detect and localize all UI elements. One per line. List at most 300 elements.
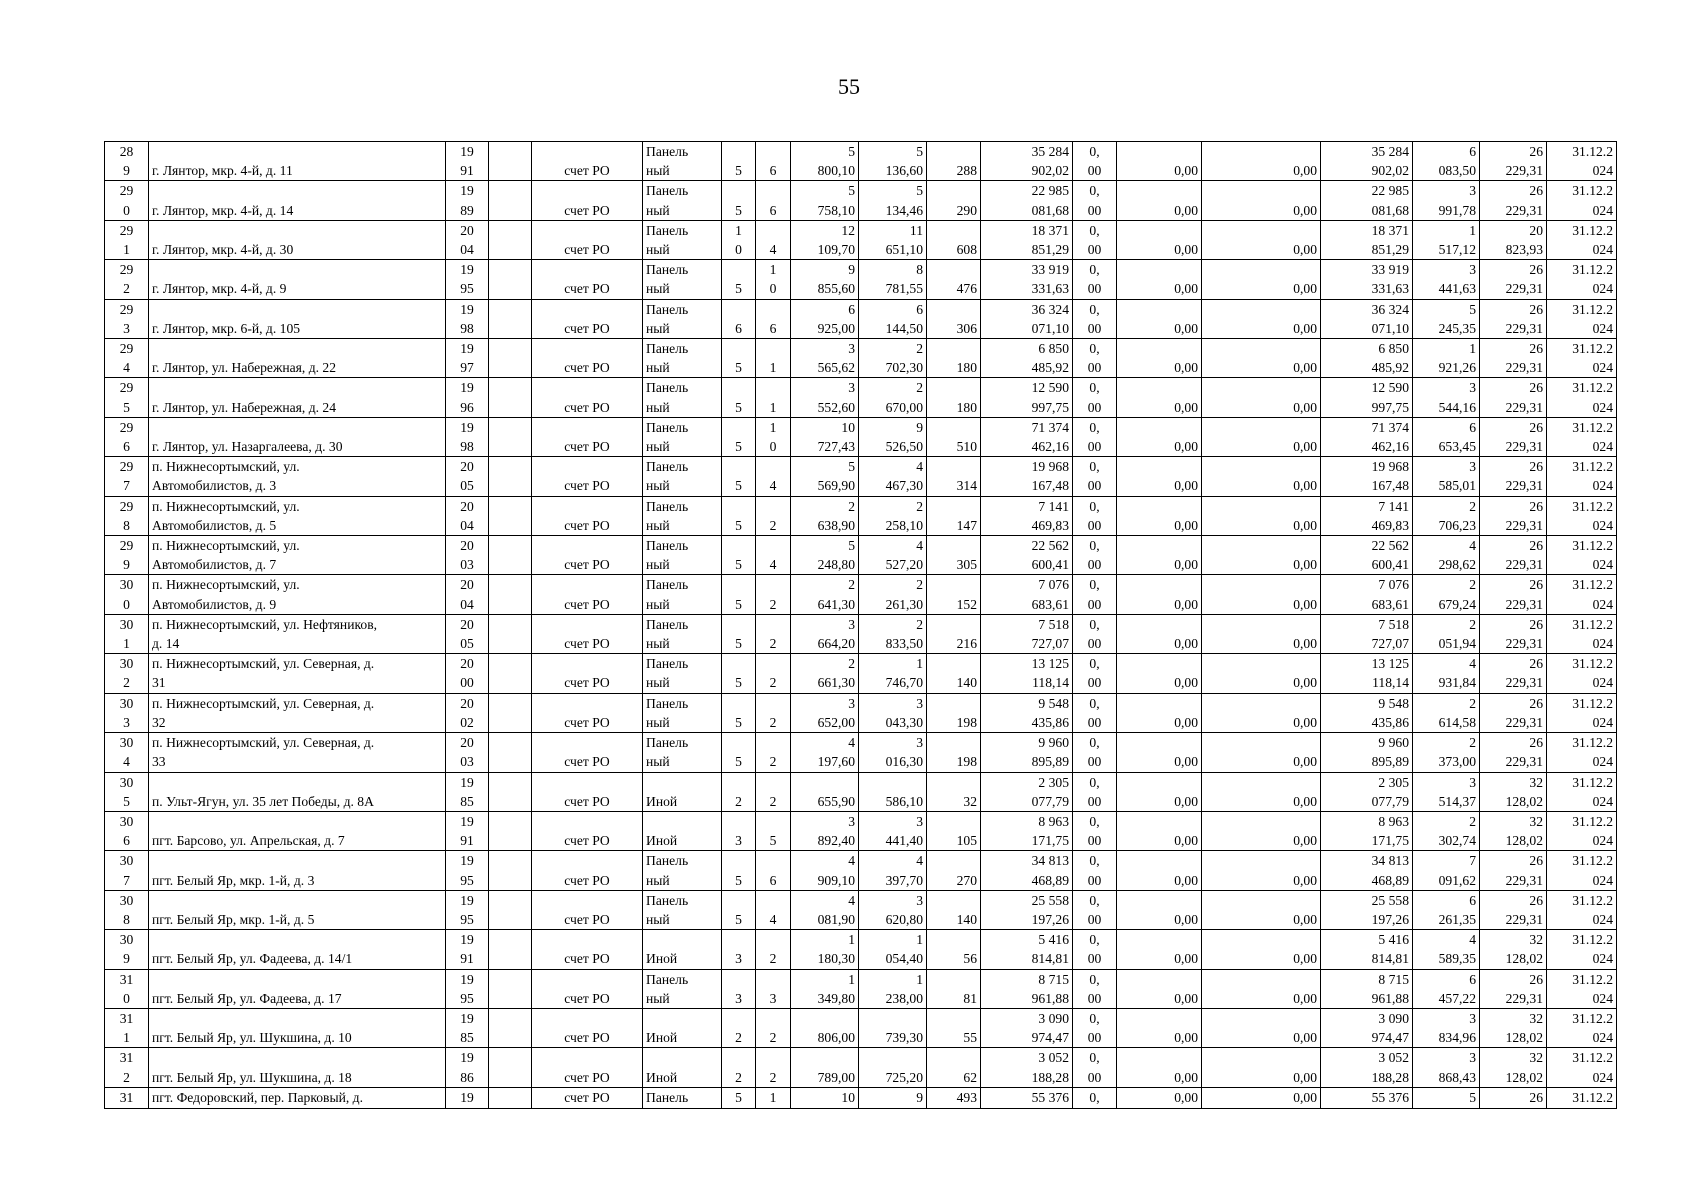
table-row [105,1048,1617,1087]
deadline-cell: 31.12.2 024 [1547,181,1617,220]
empty-cell-cell [489,614,532,653]
regional-funds-cell: 0,00 [1117,536,1202,575]
year-built-cell: 19 86 [446,1048,489,1087]
limit-cost-cell: 26 229,31 [1480,142,1547,181]
row-number-cell: 29 7 [105,457,149,496]
address-cell: п. Нижнесортымский, ул. Автомобилистов, д. 5 [149,496,446,535]
row-number-cell: 29 4 [105,339,149,378]
deadline-cell: 31.12.2 024 [1547,220,1617,259]
total-area-cell: 806,00 [791,1008,859,1047]
residents-cell: 105 [927,811,981,850]
limit-cost-cell: 26 229,31 [1480,181,1547,220]
federal-funds-cell: 0, 00 [1073,811,1117,850]
table-row [105,890,1617,929]
floors-cell: 5 [722,654,756,693]
limit-cost-cell: 26 229,31 [1480,654,1547,693]
regional-funds-cell: 0,00 [1117,811,1202,850]
total-cost-cell: 35 284 902,02 [981,142,1073,181]
floors-cell: 5 [722,457,756,496]
address-cell: г. Лянтор, ул. Набережная, д. 24 [149,378,446,417]
total-cost-cell: 36 324 071,10 [981,299,1073,338]
residents-cell: 62 [927,1048,981,1087]
year-built-cell: 19 96 [446,378,489,417]
municipal-funds-cell: 0,00 [1202,1008,1321,1047]
regional-funds-cell: 0,00 [1117,575,1202,614]
cost-per-m2-cell: 1 921,26 [1413,339,1480,378]
regional-funds-cell: 0,00 [1117,299,1202,338]
regional-funds-cell: 0,00 [1117,614,1202,653]
municipal-funds-cell: 0,00 [1202,1048,1321,1087]
entrances-cell: 1 0 [756,417,791,456]
table-row [105,260,1617,299]
municipal-funds-cell: 0,00 [1202,220,1321,259]
year-built-cell: 19 85 [446,772,489,811]
empty-cell-cell [489,733,532,772]
owner-funds-cell: 6 850 485,92 [1321,339,1413,378]
total-area-cell: 6 925,00 [791,299,859,338]
floors-cell: 5 [722,575,756,614]
wall-material-cell: Панель ный [643,969,722,1008]
table-row [105,299,1617,338]
federal-funds-cell: 0, [1073,1087,1117,1108]
cost-per-m2-cell: 2 302,74 [1413,811,1480,850]
owner-funds-cell: 9 960 895,89 [1321,733,1413,772]
address-cell: пгт. Белый Яр, ул. Фадеева, д. 17 [149,969,446,1008]
wall-material-cell: Панель ный [643,260,722,299]
deadline-cell: 31.12.2 024 [1547,575,1617,614]
regional-funds-cell: 0,00 [1117,1087,1202,1108]
cost-per-m2-cell: 2 051,94 [1413,614,1480,653]
residents-cell: 608 [927,220,981,259]
year-built-cell: 19 91 [446,811,489,850]
municipal-funds-cell: 0,00 [1202,890,1321,929]
federal-funds-cell: 0, 00 [1073,930,1117,969]
address-cell: п. Нижнесортымский, ул. Северная, д. 33 [149,733,446,772]
year-built-cell: 20 05 [446,457,489,496]
municipal-funds-cell: 0,00 [1202,851,1321,890]
empty-cell-cell [489,299,532,338]
table-row [105,811,1617,850]
total-cost-cell: 12 590 997,75 [981,378,1073,417]
funding-source-cell: счет РО [532,378,643,417]
table-row [105,930,1617,969]
municipal-funds-cell: 0,00 [1202,496,1321,535]
address-cell: г. Лянтор, мкр. 6-й, д. 105 [149,299,446,338]
deadline-cell: 31.12.2 024 [1547,299,1617,338]
residents-cell: 510 [927,417,981,456]
address-cell: п. Нижнесортымский, ул. Северная, д. 31 [149,654,446,693]
cost-per-m2-cell: 5 245,35 [1413,299,1480,338]
funding-source-cell: счет РО [532,1048,643,1087]
owner-funds-cell: 71 374 462,16 [1321,417,1413,456]
total-area-cell: 10 727,43 [791,417,859,456]
regional-funds-cell: 0,00 [1117,1048,1202,1087]
cost-per-m2-cell: 3 514,37 [1413,772,1480,811]
wall-material-cell: Иной [643,1008,722,1047]
cost-per-m2-cell: 4 589,35 [1413,930,1480,969]
municipal-funds-cell: 0,00 [1202,536,1321,575]
cost-per-m2-cell: 3 441,63 [1413,260,1480,299]
floors-cell: 5 [722,181,756,220]
federal-funds-cell: 0, 00 [1073,378,1117,417]
floors-cell: 3 [722,811,756,850]
table-row [105,851,1617,890]
table-row [105,1008,1617,1047]
owner-funds-cell: 5 416 814,81 [1321,930,1413,969]
deadline-cell: 31.12.2 024 [1547,260,1617,299]
total-area-cell: 4 197,60 [791,733,859,772]
wall-material-cell: Иной [643,772,722,811]
year-built-cell: 20 04 [446,575,489,614]
funding-source-cell: счет РО [532,181,643,220]
municipal-funds-cell: 0,00 [1202,299,1321,338]
federal-funds-cell: 0, 00 [1073,575,1117,614]
living-area-cell: 5 134,46 [859,181,927,220]
limit-cost-cell: 26 229,31 [1480,693,1547,732]
row-number-cell: 31 [105,1087,149,1108]
year-built-cell: 19 98 [446,299,489,338]
total-area-cell: 3 892,40 [791,811,859,850]
wall-material-cell: Панель ный [643,575,722,614]
entrances-cell: 2 [756,693,791,732]
residents-cell: 55 [927,1008,981,1047]
living-area-cell: 586,10 [859,772,927,811]
wall-material-cell: Панель ный [643,733,722,772]
empty-cell-cell [489,772,532,811]
residents-cell: 306 [927,299,981,338]
floors-cell: 3 [722,969,756,1008]
cost-per-m2-cell: 6 457,22 [1413,969,1480,1008]
municipal-funds-cell: 0,00 [1202,378,1321,417]
table-row [105,772,1617,811]
residents-cell: 198 [927,693,981,732]
row-number-cell: 31 2 [105,1048,149,1087]
funding-source-cell: счет РО [532,299,643,338]
funding-source-cell: счет РО [532,457,643,496]
owner-funds-cell: 35 284 902,02 [1321,142,1413,181]
owner-funds-cell: 34 813 468,89 [1321,851,1413,890]
living-area-cell: 9 526,50 [859,417,927,456]
total-area-cell: 1 349,80 [791,969,859,1008]
regional-funds-cell: 0,00 [1117,457,1202,496]
federal-funds-cell: 0, 00 [1073,496,1117,535]
municipal-funds-cell: 0,00 [1202,693,1321,732]
residents-cell: 56 [927,930,981,969]
row-number-cell: 30 8 [105,890,149,929]
limit-cost-cell: 32 128,02 [1480,1048,1547,1087]
total-area-cell: 4 081,90 [791,890,859,929]
address-cell: пгт. Белый Яр, мкр. 1-й, д. 3 [149,851,446,890]
address-cell: п. Нижнесортымский, ул. Автомобилистов, д. 3 [149,457,446,496]
regional-funds-cell: 0,00 [1117,220,1202,259]
row-number-cell: 29 1 [105,220,149,259]
address-cell: п. Нижнесортымский, ул. Нефтяников, д. 14 [149,614,446,653]
floors-cell: 6 [722,299,756,338]
row-number-cell: 28 9 [105,142,149,181]
total-area-cell: 2 661,30 [791,654,859,693]
limit-cost-cell: 26 229,31 [1480,378,1547,417]
limit-cost-cell: 32 128,02 [1480,1008,1547,1047]
living-area-cell: 1 238,00 [859,969,927,1008]
funding-source-cell: счет РО [532,969,643,1008]
entrances-cell: 2 [756,1048,791,1087]
table-row [105,536,1617,575]
year-built-cell: 19 95 [446,890,489,929]
living-area-cell: 2 670,00 [859,378,927,417]
total-area-cell: 2 641,30 [791,575,859,614]
deadline-cell: 31.12.2 024 [1547,733,1617,772]
year-built-cell: 20 03 [446,536,489,575]
regional-funds-cell: 0,00 [1117,890,1202,929]
total-cost-cell: 8 963 171,75 [981,811,1073,850]
wall-material-cell: Панель [643,1087,722,1108]
address-cell: г. Лянтор, ул. Назаргалеева, д. 30 [149,417,446,456]
floors-cell: 5 [722,260,756,299]
deadline-cell: 31.12.2 024 [1547,142,1617,181]
cost-per-m2-cell: 6 261,35 [1413,890,1480,929]
regional-funds-cell: 0,00 [1117,1008,1202,1047]
municipal-funds-cell: 0,00 [1202,772,1321,811]
year-built-cell: 19 97 [446,339,489,378]
entrances-cell: 6 [756,181,791,220]
empty-cell-cell [489,496,532,535]
floors-cell: 5 [722,693,756,732]
empty-cell-cell [489,260,532,299]
funding-source-cell: счет РО [532,930,643,969]
living-area-cell: 9 [859,1087,927,1108]
living-area-cell: 1 746,70 [859,654,927,693]
owner-funds-cell: 25 558 197,26 [1321,890,1413,929]
limit-cost-cell: 32 128,02 [1480,811,1547,850]
total-cost-cell: 55 376 [981,1087,1073,1108]
federal-funds-cell: 0, 00 [1073,851,1117,890]
deadline-cell: 31.12.2 024 [1547,457,1617,496]
wall-material-cell: Панель ный [643,299,722,338]
address-cell: пгт. Федоровский, пер. Парковый, д. [149,1087,446,1108]
year-built-cell: 19 89 [446,181,489,220]
cost-per-m2-cell: 6 653,45 [1413,417,1480,456]
floors-cell: 5 [722,890,756,929]
living-area-cell: 1 054,40 [859,930,927,969]
total-cost-cell: 13 125 118,14 [981,654,1073,693]
deadline-cell: 31.12.2 024 [1547,890,1617,929]
total-area-cell: 5 569,90 [791,457,859,496]
total-area-cell: 12 109,70 [791,220,859,259]
year-built-cell: 19 95 [446,260,489,299]
deadline-cell: 31.12.2 024 [1547,536,1617,575]
federal-funds-cell: 0, 00 [1073,654,1117,693]
table-row [105,496,1617,535]
regional-funds-cell: 0,00 [1117,339,1202,378]
deadline-cell: 31.12.2 024 [1547,339,1617,378]
year-built-cell: 19 85 [446,1008,489,1047]
owner-funds-cell: 55 376 [1321,1087,1413,1108]
municipal-funds-cell: 0,00 [1202,969,1321,1008]
address-cell: п. Нижнесортымский, ул. Автомобилистов, д. 7 [149,536,446,575]
federal-funds-cell: 0, 00 [1073,1008,1117,1047]
total-area-cell: 655,90 [791,772,859,811]
wall-material-cell: Панель ный [643,890,722,929]
wall-material-cell: Панель ный [643,496,722,535]
table-row [105,417,1617,456]
entrances-cell: 3 [756,969,791,1008]
funding-source-cell: счет РО [532,260,643,299]
total-area-cell: 9 855,60 [791,260,859,299]
floors-cell: 2 [722,1048,756,1087]
total-cost-cell: 8 715 961,88 [981,969,1073,1008]
limit-cost-cell: 32 128,02 [1480,930,1547,969]
year-built-cell: 19 95 [446,969,489,1008]
owner-funds-cell: 2 305 077,79 [1321,772,1413,811]
table-row [105,693,1617,732]
cost-per-m2-cell: 3 585,01 [1413,457,1480,496]
empty-cell-cell [489,1087,532,1108]
funding-source-cell: счет РО [532,890,643,929]
empty-cell-cell [489,654,532,693]
row-number-cell: 30 6 [105,811,149,850]
federal-funds-cell: 0, 00 [1073,614,1117,653]
total-cost-cell: 19 968 167,48 [981,457,1073,496]
year-built-cell: 20 03 [446,733,489,772]
municipal-funds-cell: 0,00 [1202,260,1321,299]
total-area-cell: 3 565,62 [791,339,859,378]
living-area-cell: 8 781,55 [859,260,927,299]
total-cost-cell: 2 305 077,79 [981,772,1073,811]
owner-funds-cell: 22 985 081,68 [1321,181,1413,220]
federal-funds-cell: 0, 00 [1073,299,1117,338]
residents-cell: 493 [927,1087,981,1108]
empty-cell-cell [489,457,532,496]
wall-material-cell: Иной [643,1048,722,1087]
funding-source-cell: счет РО [532,733,643,772]
empty-cell-cell [489,811,532,850]
wall-material-cell: Панель ный [643,536,722,575]
funding-source-cell: счет РО [532,417,643,456]
owner-funds-cell: 7 518 727,07 [1321,614,1413,653]
empty-cell-cell [489,693,532,732]
address-cell: п. Нижнесортымский, ул. Северная, д. 32 [149,693,446,732]
wall-material-cell: Панель ный [643,378,722,417]
floors-cell: 5 [722,417,756,456]
federal-funds-cell: 0, 00 [1073,417,1117,456]
residents-cell: 81 [927,969,981,1008]
owner-funds-cell: 19 968 167,48 [1321,457,1413,496]
cost-per-m2-cell: 4 298,62 [1413,536,1480,575]
funding-source-cell: счет РО [532,536,643,575]
total-cost-cell: 3 052 188,28 [981,1048,1073,1087]
entrances-cell: 6 [756,142,791,181]
residents-cell: 180 [927,378,981,417]
entrances-cell: 4 [756,890,791,929]
total-cost-cell: 33 919 331,63 [981,260,1073,299]
total-cost-cell: 6 850 485,92 [981,339,1073,378]
empty-cell-cell [489,1048,532,1087]
total-area-cell: 1 180,30 [791,930,859,969]
year-built-cell: 19 91 [446,930,489,969]
limit-cost-cell: 26 229,31 [1480,339,1547,378]
regional-funds-cell: 0,00 [1117,142,1202,181]
entrances-cell: 4 [756,536,791,575]
wall-material-cell: Панель ный [643,339,722,378]
federal-funds-cell: 0, 00 [1073,457,1117,496]
table-row [105,614,1617,653]
deadline-cell: 31.12.2 024 [1547,772,1617,811]
limit-cost-cell: 26 229,31 [1480,733,1547,772]
empty-cell-cell [489,339,532,378]
federal-funds-cell: 0, 00 [1073,693,1117,732]
year-built-cell: 20 00 [446,654,489,693]
municipal-funds-cell: 0,00 [1202,417,1321,456]
living-area-cell: 739,30 [859,1008,927,1047]
owner-funds-cell: 36 324 071,10 [1321,299,1413,338]
funding-source-cell: счет РО [532,575,643,614]
limit-cost-cell: 26 229,31 [1480,457,1547,496]
cost-per-m2-cell: 4 931,84 [1413,654,1480,693]
residents-cell: 290 [927,181,981,220]
row-number-cell: 30 1 [105,614,149,653]
funding-source-cell: счет РО [532,496,643,535]
total-area-cell: 4 909,10 [791,851,859,890]
funding-source-cell: счет РО [532,142,643,181]
municipal-funds-cell: 0,00 [1202,930,1321,969]
federal-funds-cell: 0, 00 [1073,536,1117,575]
floors-cell: 5 [722,142,756,181]
cost-per-m2-cell: 2 373,00 [1413,733,1480,772]
living-area-cell: 3 016,30 [859,733,927,772]
row-number-cell: 30 0 [105,575,149,614]
residents-cell: 180 [927,339,981,378]
entrances-cell: 2 [756,575,791,614]
address-cell: г. Лянтор, мкр. 4-й, д. 9 [149,260,446,299]
entrances-cell: 1 [756,339,791,378]
residents-cell: 152 [927,575,981,614]
regional-funds-cell: 0,00 [1117,181,1202,220]
cost-per-m2-cell: 6 083,50 [1413,142,1480,181]
limit-cost-cell: 32 128,02 [1480,772,1547,811]
floors-cell: 5 [722,851,756,890]
wall-material-cell: Иной [643,811,722,850]
owner-funds-cell: 12 590 997,75 [1321,378,1413,417]
living-area-cell: 2 833,50 [859,614,927,653]
address-cell: г. Лянтор, мкр. 4-й, д. 11 [149,142,446,181]
federal-funds-cell: 0, 00 [1073,1048,1117,1087]
total-cost-cell: 22 562 600,41 [981,536,1073,575]
regional-funds-cell: 0,00 [1117,260,1202,299]
row-number-cell: 30 2 [105,654,149,693]
cost-per-m2-cell: 5 [1413,1087,1480,1108]
total-cost-cell: 5 416 814,81 [981,930,1073,969]
funding-source-cell: счет РО [532,772,643,811]
living-area-cell: 725,20 [859,1048,927,1087]
entrances-cell: 1 [756,1087,791,1108]
empty-cell-cell [489,969,532,1008]
empty-cell-cell [489,181,532,220]
total-area-cell: 789,00 [791,1048,859,1087]
owner-funds-cell: 7 076 683,61 [1321,575,1413,614]
floors-cell: 5 [722,496,756,535]
row-number-cell: 29 5 [105,378,149,417]
floors-cell: 5 [722,536,756,575]
year-built-cell: 19 91 [446,142,489,181]
residents-cell: 314 [927,457,981,496]
total-area-cell: 3 664,20 [791,614,859,653]
living-area-cell: 4 467,30 [859,457,927,496]
owner-funds-cell: 7 141 469,83 [1321,496,1413,535]
municipal-funds-cell: 0,00 [1202,811,1321,850]
year-built-cell: 20 05 [446,614,489,653]
deadline-cell: 31.12.2 024 [1547,378,1617,417]
total-area-cell: 3 652,00 [791,693,859,732]
